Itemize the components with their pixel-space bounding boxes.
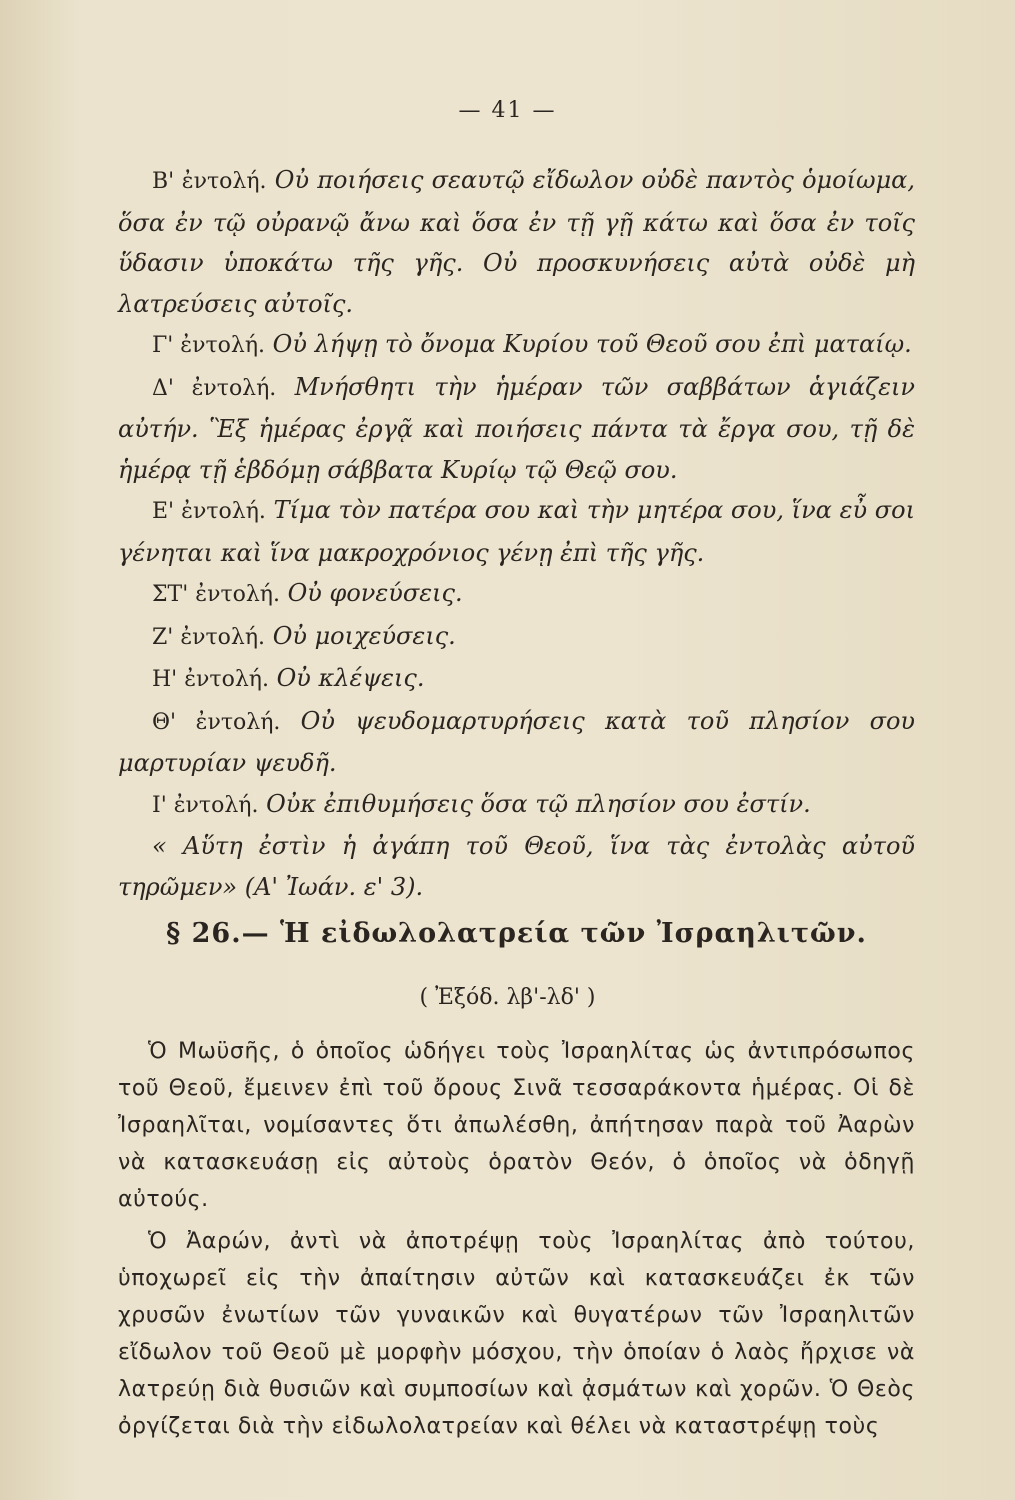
paragraph: Ὁ Μωϋσῆς, ὁ ὁποῖος ὡδήγει τοὺς Ἰσραηλίτας ὡς ἀντιπρόσωπος τοῦ Θεοῦ, ἔμεινεν ἐπὶ τοῦ ὄρους Σινᾶ τεσσαράκοντα ἡμέρας. Οἱ δὲ Ἰσραηλῖται, νομίσαντες ὅτι ἀπωλέσθη, ἀπήτησαν παρὰ τοῦ Ἀαρὼν νὰ κατασκευάσῃ εἰς αὐτοὺς ὁρατὸν Θεόν, ὁ ὁποῖος νὰ ὁδηγῇ αὐτούς. <box>118 1039 915 1212</box>
commandment-text: Οὐκ ἐπιθυμήσεις ὅσα τῷ πλησίον σου ἐστίν. <box>266 789 811 818</box>
paragraph: Ὁ Ἀαρών, ἀντὶ νὰ ἀποτρέψῃ τοὺς Ἰσραηλίτας ἀπὸ τούτου, ὑποχωρεῖ εἰς τὴν ἀπαίτησιν αὐτῶν καὶ κατασκευάζει ἐκ τῶν χρυσῶν ἐνωτίων τῶν γυναικῶν καὶ θυγατέρων τῶν Ἰσραηλιτῶν εἴδωλον τοῦ Θεοῦ μὲ μορφὴν μόσχου, τὴν ὁποίαν ὁ λαὸς ἤρχισε νὰ λατρεύῃ διὰ θυσιῶν καὶ συμποσίων καὶ ᾀσμάτων καὶ χορῶν. Ὁ Θεὸς ὀργίζεται διὰ τὴν εἰδωλολατρείαν καὶ θέλει νὰ καταστρέψῃ τοὺς <box>118 1229 915 1439</box>
commandment-label: Ζ' ἐντολή. <box>152 624 266 650</box>
commandment-7 <box>118 616 915 659</box>
commandment-2 <box>118 160 915 324</box>
commandment-text: Οὐ μοιχεύσεις. <box>272 621 456 650</box>
commandment-9 <box>118 701 915 784</box>
scripture-quote: « Αὕτη ἐστὶν ἡ ἀγάπη τοῦ Θεοῦ, ἵνα τὰς ἐντολὰς αὐτοῦ τηρῶμεν» (Α' Ἰωάν. ε' 3). <box>118 832 915 901</box>
commandment-text: Οὐ κλέψεις. <box>276 664 425 692</box>
commandment-3 <box>118 324 915 367</box>
commandment-5 <box>118 490 915 573</box>
commandment-text: Οὐ λήψῃ τὸ ὄνομα Κυρίου τοῦ Θεοῦ σου ἐπὶ ματαίῳ. <box>272 330 912 358</box>
commandment-4 <box>118 367 915 491</box>
commandment-8 <box>118 658 915 701</box>
commandment-label: Ι' ἐντολή. <box>152 792 259 818</box>
commandment-text: Οὐ φονεύσεις. <box>287 579 463 607</box>
commandment-text: Μνήσθητι τὴν ἡμέραν τῶν σαββάτων ἁγιάζειν αὐτήν. Ἓξ ἡμέρας ἐργᾷ καὶ ποιήσεις πάντα τὰ ἔργα σου, τῇ δὲ ἡμέρᾳ τῇ ἑβδόμῃ σάββατα Κυρίῳ τῷ Θεῷ σου. <box>118 372 915 484</box>
commandment-text: Οὐ ποιήσεις σεαυτῷ εἴδωλον οὐδὲ παντὸς ὁμοίωμα, ὅσα ἐν τῷ οὐρανῷ ἄνω καὶ ὅσα ἐν τῇ γῇ κάτω καὶ ὅσα ἐν τοῖς ὕδασιν ὑποκάτω τῆς γῆς. Οὐ προσκυνήσεις αὐτὰ οὐδὲ μὴ λατρεύσεις αὐτοῖς. <box>118 166 915 318</box>
commandments-list <box>118 160 915 907</box>
page-number: — 41 — <box>458 98 557 123</box>
section-heading: § 26.— Ἡ εἰδωλολατρεία τῶν Ἰσραηλιτῶν. <box>166 918 867 949</box>
commandment-label: ΣΤ' ἐντολή. <box>152 582 280 607</box>
commandment-10 <box>118 784 915 827</box>
commandment-text: Οὐ ψευδομαρτυρήσεις κατὰ τοῦ πλησίον σου μαρτυρίαν ψευδῆ. <box>118 706 915 777</box>
body-text <box>118 1033 915 1450</box>
commandment-text: Τίμα τὸν πατέρα σου καὶ τὴν μητέρα σου, ἵνα εὖ σοι γένηται καὶ ἵνα μακροχρόνιος γένῃ ἐπὶ τῆς γῆς. <box>118 496 915 567</box>
commandment-label: Ε' ἐντολή. <box>152 499 266 524</box>
commandment-label: Β' ἐντολή. <box>152 169 267 194</box>
commandment-label: Γ' ἐντολή. <box>152 333 266 358</box>
section-reference: ( Ἐξόδ. λβ'-λδ' ) <box>419 985 596 1010</box>
commandment-label: Θ' ἐντολή. <box>152 709 281 735</box>
commandment-label: Δ' ἐντολή. <box>152 375 277 401</box>
commandment-6 <box>118 573 915 616</box>
commandment-label: Η' ἐντολή. <box>152 667 269 692</box>
